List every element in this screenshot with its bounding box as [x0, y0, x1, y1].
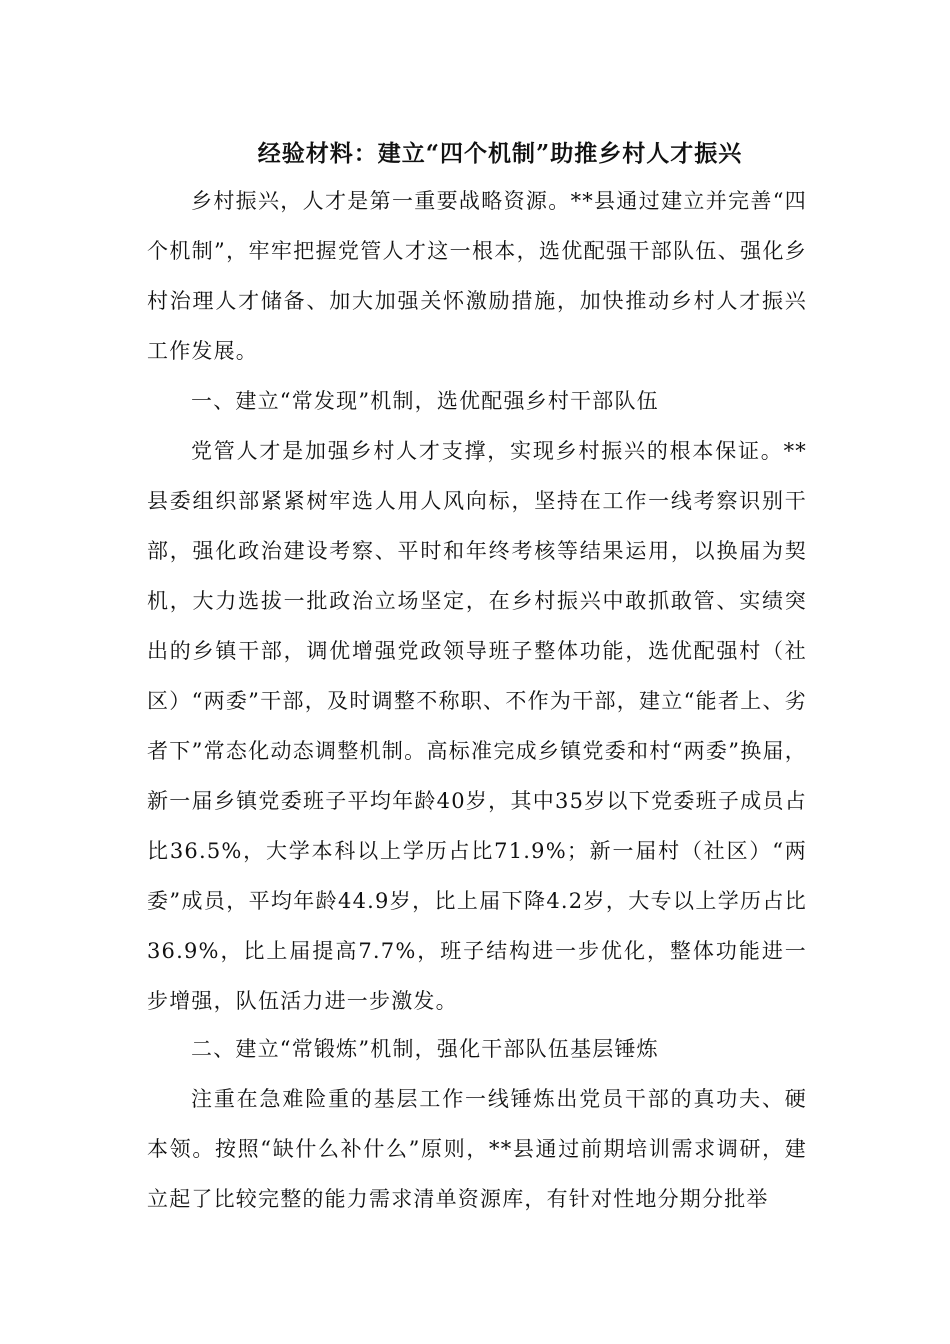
- section-2-heading: 二、建立“常锻炼”机制，强化干部队伍基层锤炼: [191, 1037, 659, 1061]
- section-1-body: 党管人才是加强乡村人才支撑，实现乡村振兴的根本保证。**县委组织部紧紧树牢选人用人风向标，坚持在工作一线考察识别干部，强化政治建设考察、平时和年终考核等结果运用，以换届为契机，大力选拔一批政治立场坚定，在乡村振兴中敢抓敢管、实绩突出的乡镇干部，调优增强党政领导班子整体功能，选优配强村（社区）“两委”干部，及时调整不称职、不作为干部，建立“能者上、劣者下”常态化动态调整机制。高标准完成乡镇党委和村“两委”换届，新一届乡镇党委班子平均年龄40岁，其中35岁以下党委班子成员占比36.5%，大学本科以上学历占比71.9%；新一届村（社区）“两委”成员，平均年龄44.9岁，比上届下降4.2岁，大专以上学历占比36.9%，比上届提高7.7%，班子结构进一步优化，整体功能进一步增强，队伍活力进一步激发。: [147, 439, 807, 1013]
- document-title: 经验材料：建立“四个机制”助推乡村人才振兴: [257, 140, 743, 167]
- section-1-heading: 一、建立“常发现”机制，选优配强乡村干部队伍: [191, 389, 659, 413]
- intro-paragraph: 乡村振兴，人才是第一重要战略资源。**县通过建立并完善“四个机制”，牢牢把握党管人才这一根本，选优配强干部队伍、强化乡村治理人才储备、加大加强关怀激励措施，加快推动乡村人才振兴工作发展。: [147, 189, 807, 363]
- section-2-body: 注重在急难险重的基层工作一线锤炼出党员干部的真功夫、硬本领。按照“缺什么补什么”原则，**县通过前期培训需求调研，建立起了比较完整的能力需求清单资源库，有针对性地分期分批举: [147, 1087, 807, 1211]
